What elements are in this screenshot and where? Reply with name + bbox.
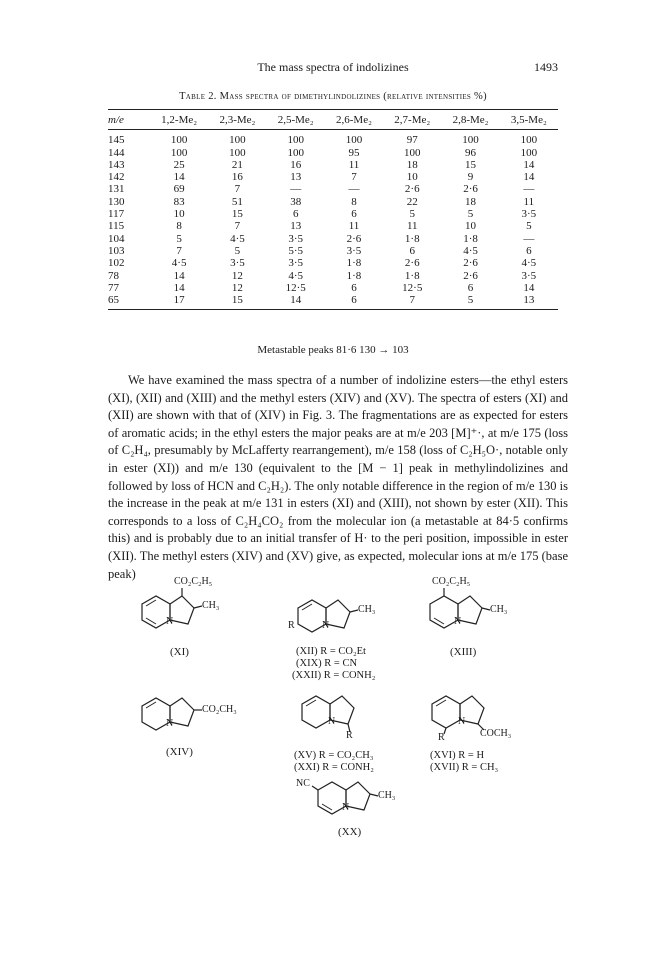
structure-xii [288,586,398,681]
substituent-label: R [346,730,353,741]
page-number: 1493 [534,60,558,74]
table-row [108,270,558,282]
intensity-cell: — [523,232,535,245]
intensity-cell: 22 [406,195,418,208]
intensity-cell: 5 [234,244,241,257]
column-header: 2,7-Me₂ [383,110,441,130]
substituent-label: NC [296,778,310,789]
compound-description: (XII) R = CO₂Et [296,646,366,657]
mz-cell: 131 [108,183,125,196]
intensity-cell: 17 [150,294,208,310]
substituent-label: CH₃ [378,790,396,801]
intensity-cell: 100 [287,134,304,147]
intensity-cell: 8 [176,220,182,233]
column-header: m/e [108,110,150,130]
intensity-cell: 10 [465,220,477,233]
mz-cell: 103 [108,244,125,257]
intensity-cell: 3·5 [346,244,362,257]
intensity-cell: 3·5 [521,208,537,221]
compound-description: (XVII) R = CH₃ [430,762,499,773]
intensity-cell: 7 [383,294,441,310]
intensity-cell: 6 [292,208,299,221]
running-head-title: The mass spectra of indolizines [257,60,409,74]
intensity-cell: — [290,183,302,196]
intensity-cell: 14 [267,294,325,310]
intensity-cell: 5 [176,232,182,245]
substituent-label: CO₂C₂H₅ [174,576,213,587]
intensity-cell: 5·5 [288,244,304,257]
structure-xiv [138,688,248,758]
intensity-cell: 83 [173,195,185,208]
intensity-cell: 69 [173,183,185,196]
intensity-cell: 11 [523,195,535,208]
table-row [108,159,558,171]
intensity-cell: 15 [231,208,243,221]
nitrogen-label: N [458,716,466,727]
mz-cell: 78 [108,269,119,282]
substituent-label: CH₃ [202,600,220,611]
table-row [108,233,558,245]
intensity-cell: 6 [351,281,357,294]
intensity-cell: 4·5 [230,232,245,245]
compound-description: (XV) R = CO₂CH₃ [294,750,374,761]
intensity-cell: 3·5 [230,257,245,270]
intensity-cell: 15 [465,158,477,171]
nitrogen-label: N [342,802,350,813]
intensity-cell: 38 [290,195,302,208]
intensity-cell: 16 [231,171,243,184]
column-header: 2,3-Me₂ [208,110,266,130]
substituent-label: CO₂CH₃ [202,704,237,715]
table-row [108,208,558,220]
compound-label: (XIV) [166,746,193,758]
intensity-cell: 13 [290,171,302,184]
intensity-cell: 95 [348,146,360,159]
nitrogen-label: N [166,718,174,729]
intensity-cell: 11 [406,220,418,233]
intensity-cell: 2·6 [346,232,362,245]
intensity-cell: 13 [500,294,558,310]
intensity-cell: — [348,183,360,196]
intensity-cell: 14 [173,281,185,294]
intensity-cell: 5 [409,208,416,221]
compound-label: (XX) [338,826,362,838]
intensity-cell: 18 [406,158,418,171]
intensity-cell: 4·5 [288,269,304,282]
column-header: 3,5-Me₂ [500,110,558,130]
mz-cell: 115 [108,220,125,233]
compound-description: (XXI) R = CONH₂ [294,762,374,773]
structure-xiii-drawing [426,580,536,636]
compound-description: (XIX) R = CN [296,658,358,669]
table-body [108,130,558,310]
table-row [108,147,558,159]
intensity-cell: 4·5 [463,244,478,257]
mass-spectra-table [108,109,558,310]
mz-cell: 143 [108,158,125,171]
intensity-cell: 7 [234,183,241,196]
mz-cell: 77 [108,281,119,294]
intensity-cell: 6 [526,244,532,257]
intensity-cell: 100 [520,134,538,147]
structure-xvi [428,684,538,773]
intensity-cell: 100 [404,146,421,159]
intensity-cell: 14 [173,171,185,184]
structure-xv [294,688,398,773]
intensity-cell: 11 [348,220,360,233]
column-header: 2,8-Me₂ [441,110,499,130]
intensity-cell: 13 [290,220,302,233]
intensity-cell: 18 [465,195,477,208]
substituent-label: CH₃ [490,604,508,615]
nitrogen-label: N [328,716,336,727]
intensity-cell: 3·5 [521,269,537,282]
intensity-cell: 12 [231,281,243,294]
intensity-cell: 96 [465,146,477,159]
table-caption [108,91,558,102]
intensity-cell: 100 [170,134,188,147]
intensity-cell: 51 [231,195,243,208]
structure-xi [138,576,248,658]
structure-xiii [426,576,536,658]
intensity-cell: 100 [170,146,188,159]
running-head [108,60,558,76]
structure-xii-drawing [288,586,398,642]
intensity-cell: 5 [526,220,532,233]
column-header: 2,5-Me₂ [267,110,325,130]
mz-cell: 104 [108,232,125,245]
intensity-cell: 1·8 [346,257,362,270]
intensity-cell: 2·6 [404,257,420,270]
metastable-note: Metastable peaks 81·6 130 → 103 [257,344,409,356]
intensity-cell: 6 [409,244,416,257]
table-caption-text: Mass spectra of dimethylindolizines (relative intensities %) [219,91,487,102]
structure-figure [108,576,568,840]
compound-label: (XI) [170,646,189,658]
substituent-label: COCH₃ [480,728,512,739]
intensity-cell: 100 [229,146,246,159]
table-header-row [108,110,558,130]
nitrogen-label: N [454,616,462,627]
intensity-cell: 14 [523,281,535,294]
substituent-label: R [288,620,295,631]
intensity-cell: 3·5 [288,257,304,270]
column-header: 1,2-Me₂ [150,110,208,130]
intensity-cell: 6 [467,281,474,294]
intensity-cell: 2·6 [463,269,478,282]
intensity-cell: 100 [229,134,246,147]
intensity-cell: 97 [406,134,418,147]
intensity-cell: 14 [523,158,535,171]
intensity-cell: 2·6 [463,257,478,270]
table-label: Table 2. [179,91,217,102]
table-row [108,183,558,195]
table-row [108,220,558,232]
intensity-cell: 4·5 [171,257,187,270]
intensity-cell: 8 [351,195,357,208]
intensity-cell: 5 [467,208,474,221]
intensity-cell: 4·5 [521,257,537,270]
intensity-cell: — [523,183,535,196]
intensity-cell: 100 [462,134,479,147]
intensity-cell: 9 [467,171,474,184]
intensity-cell: 15 [208,294,266,310]
intensity-cell: 16 [290,158,302,171]
table-row [108,245,558,257]
intensity-cell: 100 [287,146,304,159]
intensity-cell: 2·6 [463,183,478,196]
table-row [108,196,558,208]
intensity-cell: 12 [231,269,243,282]
intensity-cell: 11 [348,158,360,171]
mz-cell: 142 [108,171,125,184]
structure-xi-drawing [138,580,248,636]
intensity-cell: 12·5 [402,281,423,294]
compound-description: (XXII) R = CONH₂ [292,670,376,681]
intensity-cell: 1·8 [404,269,420,282]
table-row [108,171,558,183]
table-row [108,130,558,147]
intensity-cell: 1·8 [463,232,478,245]
intensity-cell: 21 [231,158,243,171]
intensity-cell: 6 [325,294,383,310]
body-paragraph: We have examined the mass spectra of a number of indolizine esters—the ethyl esters (XI), (XII) and (XIII) and the methyl esters (XIV) and (XV). The spectra of esters (XI) and (XII) are shown with that of (XIV) in Fig. 3. The fragmentations are as expected for esters of aromatic acids; in the ethyl esters the major peaks are at m/e 203 [M]⁺·, at m/e 175 (loss of C₂H₄, presumably by McLafferty rearrangement), m/e 158 (loss of C₂H₅O·, notable only in ester (XI)) and m/e 130 (equivalent to the [M − 1] peak in methylindolizines and followed by loss of HCN and C₂H₂). The only notable difference in the region of m/e 130 is the increase in the peak at m/e 131 in esters (XI) and (XIII), not shown by ester (XII). This corresponds to a loss of C₂H₄CO₂ from the molecular ion (a metastable at 84·5 confirms this) and is probably due to an initial transfer of H· to the peri position, impossible in ester (XII). The methyl esters (XIV) and (XV) give, as expected, molecular ions at m/e 175 (base peak) [108,373,568,581]
intensity-cell: 100 [345,134,363,147]
structure-xx [296,776,418,838]
compound-label: (XIII) [450,646,477,658]
mz-cell: 102 [108,257,125,270]
column-header: 2,6-Me₂ [325,110,383,130]
substituent-label: R [438,732,445,743]
substituent-label: CH₃ [358,604,376,615]
structure-xx-drawing [308,776,418,832]
table-row [108,294,558,310]
substituent-label: CO₂C₂H₅ [432,576,471,587]
intensity-cell: 2·6 [404,183,420,196]
intensity-cell: 7 [351,171,357,184]
nitrogen-label: N [322,620,330,631]
structure-xiv-drawing [138,688,248,744]
intensity-cell: 100 [520,146,538,159]
compound-description: (XVI) R = H [430,750,485,761]
intensity-cell: 14 [173,269,185,282]
mz-cell: 65 [108,294,150,310]
intensity-cell: 3·5 [288,232,304,245]
table-row [108,257,558,269]
intensity-cell: 10 [406,171,418,184]
intensity-cell: 12·5 [285,281,306,294]
mz-cell: 130 [108,195,125,208]
intensity-cell: 5 [441,294,499,310]
mz-cell: 145 [108,134,125,147]
nitrogen-label: N [166,616,174,627]
intensity-cell: 1·8 [346,269,362,282]
intensity-cell: 7 [176,244,182,257]
table-row [108,282,558,294]
intensity-cell: 6 [351,208,357,221]
intensity-cell: 25 [173,158,185,171]
mz-cell: 117 [108,208,125,221]
intensity-cell: 7 [234,220,241,233]
intensity-cell: 1·8 [404,232,420,245]
mz-cell: 144 [108,146,125,159]
intensity-cell: 10 [173,208,185,221]
intensity-cell: 14 [523,171,535,184]
